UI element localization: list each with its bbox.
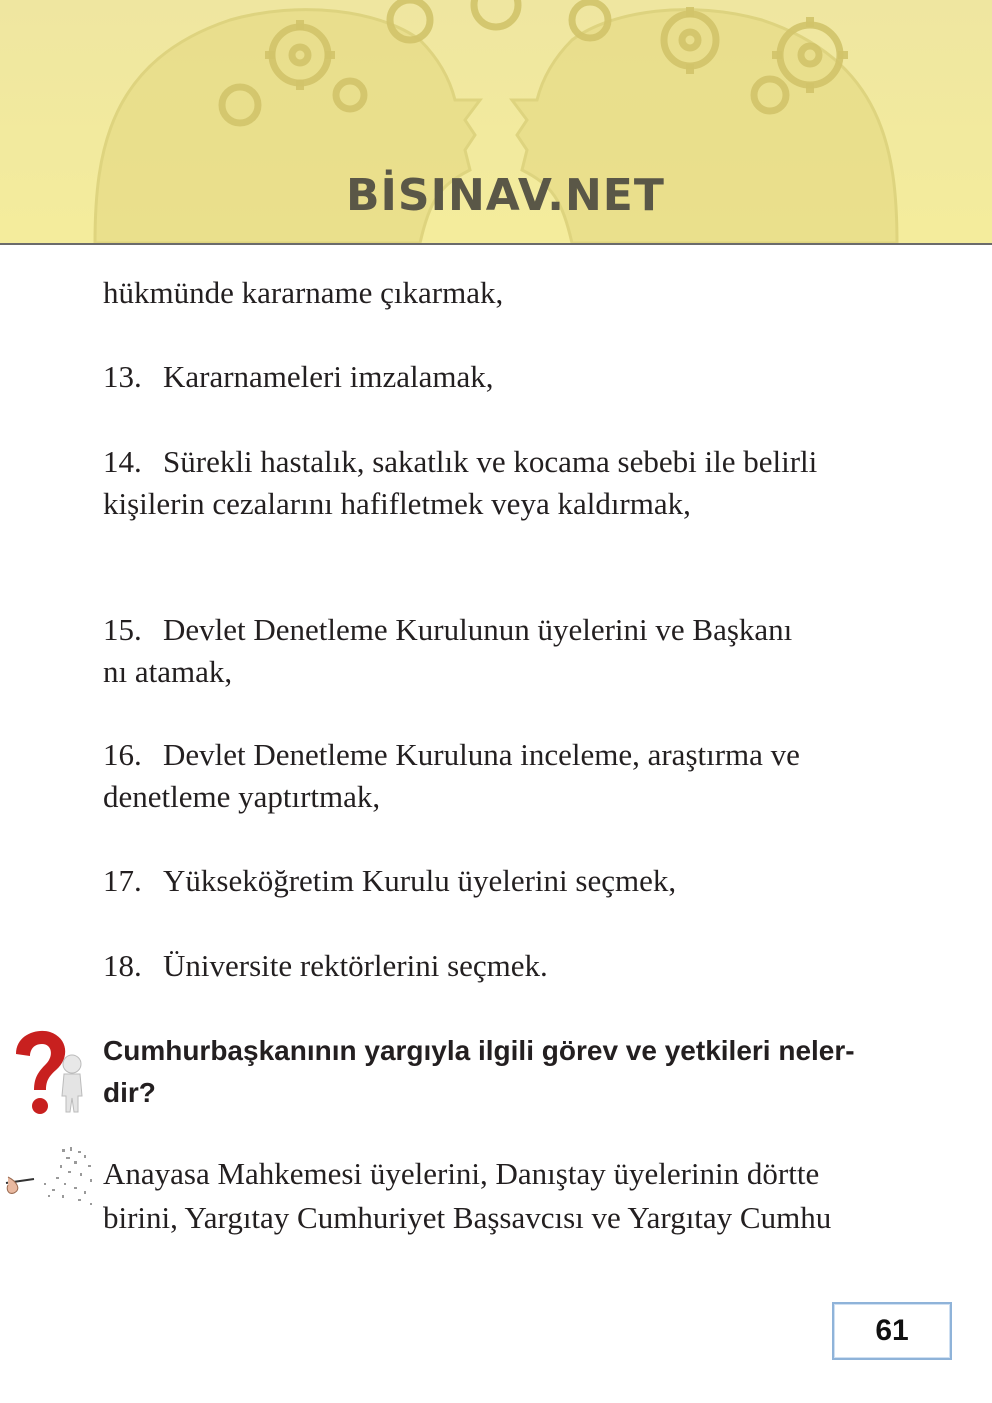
item-number: 16.	[103, 737, 142, 772]
item-text: Kararnameleri imzalamak,	[163, 359, 494, 394]
page-number: 61	[832, 1302, 952, 1360]
answer-line-2: birini, Yargıtay Cumhuriyet Başsavcısı ve Yargıtay Cumhu	[103, 1200, 832, 1235]
list-item-17	[103, 860, 676, 902]
list-item-18	[103, 945, 548, 987]
list-item-14	[103, 441, 817, 525]
answer-line-1: Anayasa Mahkemesi üyelerini, Danıştay üyelerinin dörtte	[103, 1156, 820, 1191]
item-text: Yükseköğretim Kurulu üyelerini seçmek,	[163, 863, 677, 898]
continuation-text: hükmünde kararname çıkarmak,	[103, 275, 504, 310]
item-text-cont: kişilerin cezalarını hafifletmek veya kaldırmak,	[103, 486, 691, 521]
list-item-16	[103, 734, 800, 818]
item-number: 17.	[103, 863, 142, 898]
question-line-2: dir?	[103, 1077, 156, 1108]
list-item-13	[103, 356, 493, 398]
question-line-1: Cumhurbaşkanının yargıyla ilgili görev ve yetkileri neler-	[103, 1035, 855, 1066]
item-text-cont: nı atamak,	[103, 654, 233, 689]
item-number: 18.	[103, 948, 142, 983]
item-number: 13.	[103, 359, 142, 394]
item-text: Üniversite rektörlerini seçmek.	[163, 948, 548, 983]
item-number: 15.	[103, 612, 142, 647]
item-text: Devlet Denetleme Kurulunun üyelerini ve Başkanı	[163, 612, 793, 647]
question-heading	[103, 1030, 923, 1114]
answer-text	[103, 1152, 831, 1240]
question-mark-figure-icon	[8, 1026, 94, 1116]
item-text: Devlet Denetleme Kuruluna inceleme, araştırma ve	[163, 737, 800, 772]
item-text: Sürekli hastalık, sakatlık ve kocama sebebi ile belirli	[163, 444, 818, 479]
item-text-cont: denetleme yaptırtmak,	[103, 779, 381, 814]
brand-logo: BİSINAV.NET	[346, 170, 665, 221]
page-header	[0, 0, 992, 245]
writing-hand-icon	[4, 1143, 96, 1213]
list-item-15	[103, 609, 792, 693]
item-number: 14.	[103, 444, 142, 479]
